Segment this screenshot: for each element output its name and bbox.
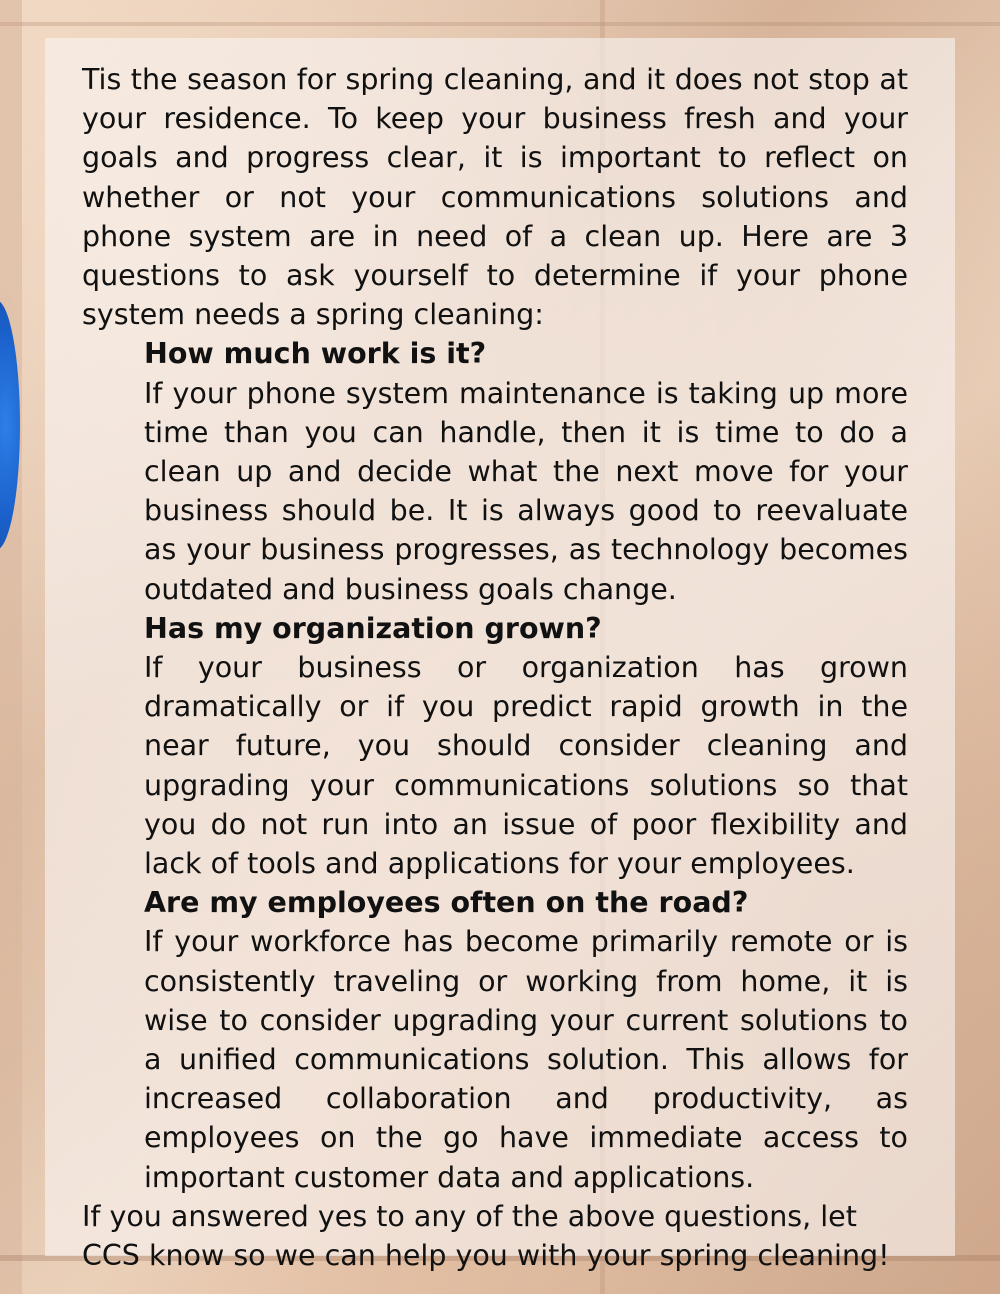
question-1: [82, 334, 908, 608]
question-3: [82, 883, 908, 1197]
question-title: Are my employees often on the road?: [144, 886, 749, 920]
question-answer: If your phone system maintenance is taking up more time than you can handle, then it is time to do a clean up and decide what the next move for your business should be. It is always good to reevaluate as your business progresses, as technology becomes outdated and business goals change.: [144, 376, 908, 606]
question-title: How much work is it?: [144, 337, 487, 371]
question-title: Has my organization grown?: [144, 611, 602, 645]
tile-grout-left: [0, 0, 22, 1294]
text-panel: [45, 38, 955, 1273]
question-answer: If your business or organization has grown dramatically or if you predict rapid growth in the near future, you should consider cleaning and upgrading your communications solutions so that you do not run into an issue of poor flexibility and lack of tools and applications for your employees.: [144, 651, 908, 881]
closing-paragraph: If you answered yes to any of the above questions, let CCS know so we can help you with your spring cleaning!: [82, 1199, 890, 1273]
intro-paragraph: Tis the season for spring cleaning, and it does not stop at your residence. To keep your business fresh and your goals and progress clear, it is important to reflect on whether or not your communications solutions and phone system are in need of a clean up. Here are 3 questions to ask yourself to determine if your phone system needs a spring cleaning:: [82, 63, 908, 332]
question-2: [82, 609, 908, 883]
tile-grout-top: [0, 22, 1000, 26]
question-answer: If your workforce has become primarily remote or is consistently traveling or working from home, it is wise to consider upgrading your current solutions to a unified communications solution. This allows for increased collaboration and productivity, as employees on the go have immediate access to important customer data and applications.: [144, 925, 908, 1194]
